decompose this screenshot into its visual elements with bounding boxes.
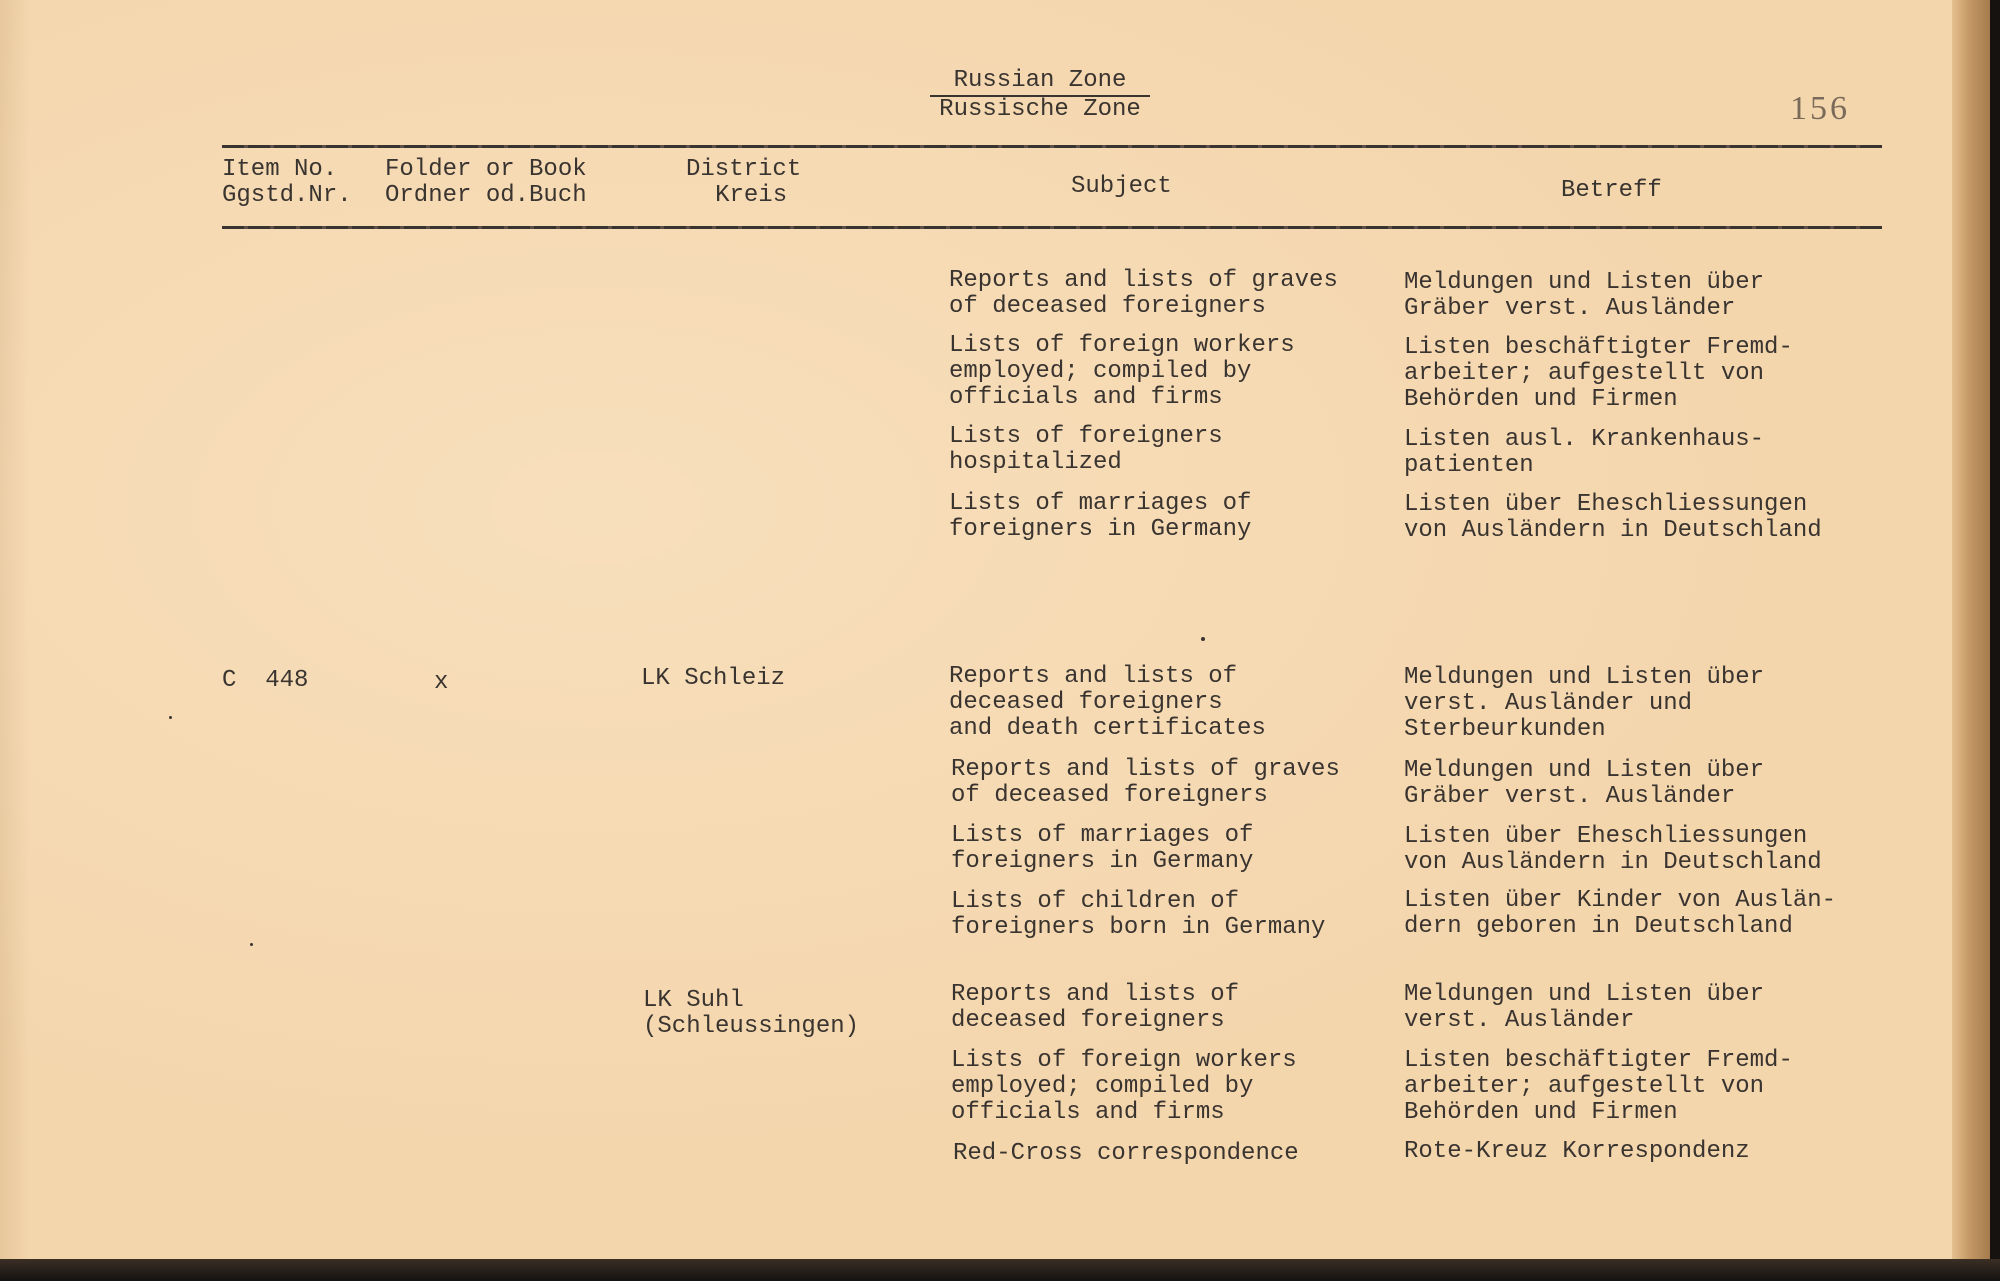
column-header-item-no: Item No. Ggstd.Nr. — [222, 156, 352, 209]
betreff-cell: Meldungen und Listen über Gräber verst. Ausländer — [1404, 269, 1765, 322]
subject-cell: Lists of foreigners hospitalized — [949, 423, 1223, 476]
betreff-cell: Meldungen und Listen über verst. Ausländer und Sterbeurkunden — [1404, 664, 1765, 743]
item-number: C 448 — [222, 667, 309, 694]
column-header-folder: Folder or Book Ordner od.Buch — [385, 156, 587, 209]
betreff-cell: Listen über Eheschliessungen von Ausländern in Deutschland — [1404, 823, 1822, 876]
folder-marker: x — [434, 669, 449, 696]
zone-title-german: Russische Zone — [939, 96, 1141, 123]
betreff-cell: Listen beschäftigter Fremd- arbeiter; aufgestellt von Behörden und Firmen — [1404, 334, 1793, 413]
ink-speck — [250, 943, 253, 946]
page-edge — [1952, 0, 1990, 1268]
subject-cell: Lists of foreign workers employed; compiled by officials and firms — [949, 332, 1295, 411]
betreff-cell: Rote-Kreuz Korrespondenz — [1404, 1138, 1750, 1165]
column-header-betreff: Betreff — [1561, 177, 1662, 204]
header-bottom-rule — [222, 226, 1882, 229]
subject-cell: Lists of foreign workers employed; compiled by officials and firms — [951, 1047, 1297, 1126]
betreff-cell: Listen über Eheschliessungen von Ausländern in Deutschland — [1404, 491, 1822, 544]
subject-cell: Reports and lists of graves of deceased foreigners — [949, 267, 1338, 320]
subject-cell: Reports and lists of graves of deceased foreigners — [951, 756, 1340, 809]
district-name: LK Suhl (Schleussingen) — [643, 987, 860, 1040]
ink-speck — [169, 716, 172, 719]
betreff-cell: Meldungen und Listen über Gräber verst. Ausländer — [1404, 757, 1765, 810]
subject-cell: Red-Cross correspondence — [953, 1140, 1299, 1167]
subject-cell: Lists of marriages of foreigners in Germany — [951, 822, 1254, 875]
betreff-cell: Listen beschäftigter Fremd- arbeiter; aufgestellt von Behörden und Firmen — [1404, 1047, 1793, 1126]
ink-speck — [1201, 637, 1205, 641]
subject-cell: Reports and lists of deceased foreigners — [951, 981, 1240, 1034]
zone-title — [930, 68, 1150, 123]
column-header-district: District Kreis — [686, 156, 802, 209]
subject-cell: Lists of children of foreigners born in Germany — [951, 888, 1326, 941]
betreff-cell: Meldungen und Listen über verst. Ausländer — [1404, 981, 1765, 1034]
betreff-cell: Listen ausl. Krankenhaus- patienten — [1404, 426, 1765, 479]
betreff-cell: Listen über Kinder von Auslän- dern geboren in Deutschland — [1404, 887, 1837, 940]
header-top-rule — [222, 145, 1882, 148]
district-name: LK Schleiz — [641, 665, 786, 692]
zone-title-english: Russian Zone — [930, 68, 1150, 97]
column-header-subject: Subject — [1071, 173, 1172, 200]
subject-cell: Lists of marriages of foreigners in Germany — [949, 490, 1252, 543]
page-bottom-shadow — [0, 1259, 2000, 1281]
subject-cell: Reports and lists of deceased foreigners and death certificates — [949, 663, 1266, 742]
page-number: 156 — [1790, 90, 1850, 127]
